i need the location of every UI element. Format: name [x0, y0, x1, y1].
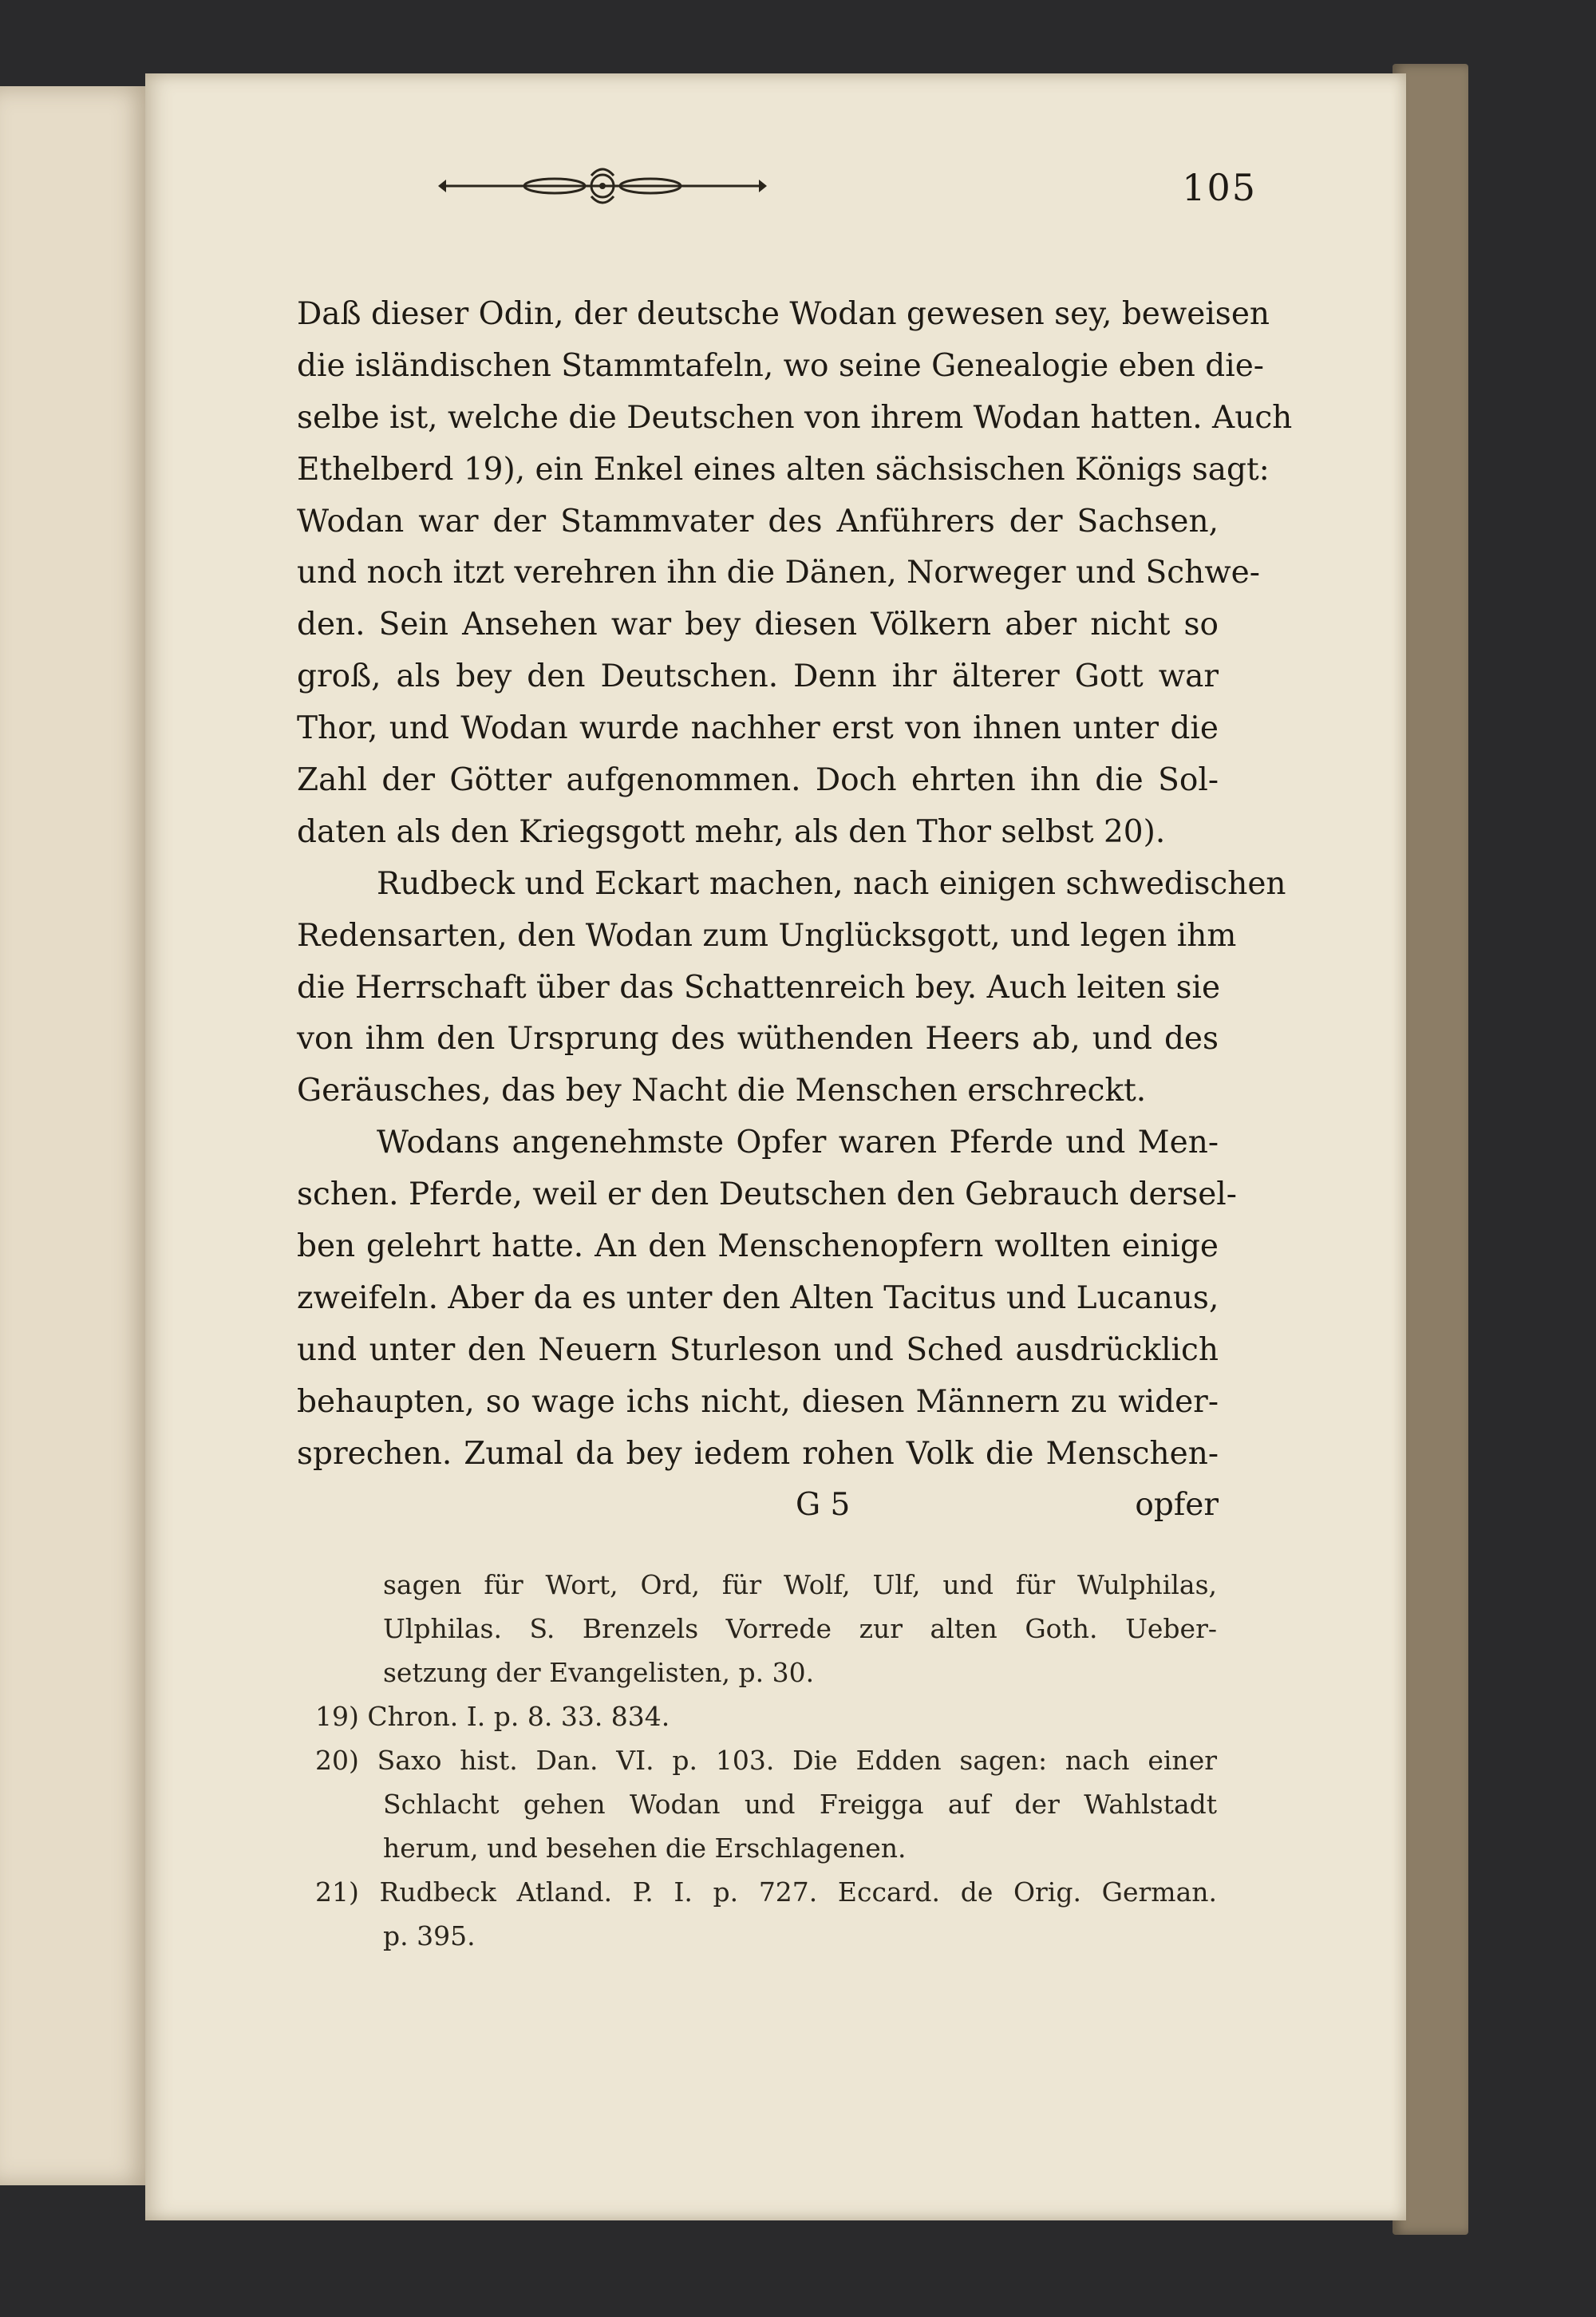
text-line: selbe ist, welche die Deutschen von ihrem Wodan hatten. Auch: [297, 399, 1293, 436]
footnote-line: Schlacht gehen Wodan und Freigga auf der Wahlstadt: [383, 1789, 1217, 1820]
footnote-line: Ulphilas. S. Brenzels Vorrede zur alten Goth. Ueber-: [383, 1613, 1217, 1644]
footnote-19: 19) Chron. I. p. 8. 33. 834.: [315, 1701, 670, 1732]
text-line: schen. Pferde, weil er den Deutschen den Gebrauch dersel-: [297, 1176, 1237, 1213]
text-line: Wodan war der Stammvater des Anführers der Sachsen,: [297, 503, 1219, 540]
text-line: groß, als bey den Deutschen. Denn ihr älterer Gott war: [297, 658, 1219, 695]
text-line: die isländischen Stammtafeln, wo seine Genealogie eben die-: [297, 347, 1264, 384]
footnotes: [315, 1563, 1217, 1958]
page-header: [435, 166, 1257, 214]
text-line: und noch itzt verehren ihn die Dänen, Norweger und Schwe-: [297, 555, 1260, 591]
page-number: 105: [1182, 166, 1257, 209]
facing-page-edge: [0, 86, 152, 2185]
text-line: daten als den Kriegsgott mehr, als den Thor selbst 20).: [297, 813, 1166, 850]
text-line: Wodans angenehmste Opfer waren Pferde und Men-: [377, 1125, 1219, 1161]
text-line: Rudbeck und Eckart machen, nach einigen schwedischen: [377, 865, 1286, 902]
text-line: behaupten, so wage ichs nicht, diesen Männern zu wider-: [297, 1383, 1219, 1420]
text-line: von ihm den Ursprung des wüthenden Heers ab, und des: [297, 1021, 1219, 1058]
text-line: und unter den Neuern Sturleson und Sched ausdrücklich: [297, 1331, 1219, 1368]
text-line: die Herrschaft über das Schattenreich bey. Auch leiten sie: [297, 969, 1221, 1006]
text-line: ben gelehrt hatte. An den Menschenopfern wollten einige: [297, 1228, 1219, 1265]
text-line: sprechen. Zumal da bey iedem rohen Volk die Menschen-: [297, 1435, 1219, 1472]
header-ornament-icon: [435, 166, 770, 206]
signature-line: [297, 1480, 1219, 1532]
text-line: Ethelberd 19), ein Enkel eines alten sächsischen Königs sagt:: [297, 451, 1270, 488]
text-line: Redensarten, den Wodan zum Unglücksgott, und legen ihm: [297, 917, 1237, 954]
text-line: den. Sein Ansehen war bey diesen Völkern aber nicht so: [297, 607, 1219, 643]
signature-mark: G 5: [796, 1487, 851, 1524]
text-line: zweifeln. Aber da es unter den Alten Tacitus und Lucanus,: [297, 1279, 1219, 1316]
footnote-line: herum, und besehen die Erschlagenen.: [383, 1833, 907, 1864]
footnote-21: 21) Rudbeck Atland. P. I. p. 727. Eccard. de Orig. German.: [315, 1876, 1217, 1908]
main-text: [297, 289, 1293, 1532]
text-line: Thor, und Wodan wurde nachher erst von ihnen unter die: [297, 710, 1219, 747]
footnote-20: 20) Saxo hist. Dan. VI. p. 103. Die Edden sagen: nach einer: [315, 1745, 1217, 1776]
text-line: Geräusches, das bey Nacht die Menschen erschreckt.: [297, 1073, 1147, 1109]
footnote-line: setzung der Evangelisten, p. 30.: [383, 1657, 815, 1688]
footnote-line: sagen für Wort, Ord, für Wolf, Ulf, und für Wulphilas,: [383, 1569, 1217, 1600]
text-line: Daß dieser Odin, der deutsche Wodan gewesen sey, beweisen: [297, 296, 1270, 332]
paragraph-2: [297, 859, 1286, 1117]
catchword: opfer: [1135, 1487, 1219, 1524]
text-line: Zahl der Götter aufgenommen. Doch ehrten ihn die Sol-: [297, 762, 1219, 799]
paragraph-1: [297, 289, 1293, 859]
footnote-line: p. 395.: [383, 1920, 476, 1951]
paragraph-3: [297, 1117, 1237, 1480]
